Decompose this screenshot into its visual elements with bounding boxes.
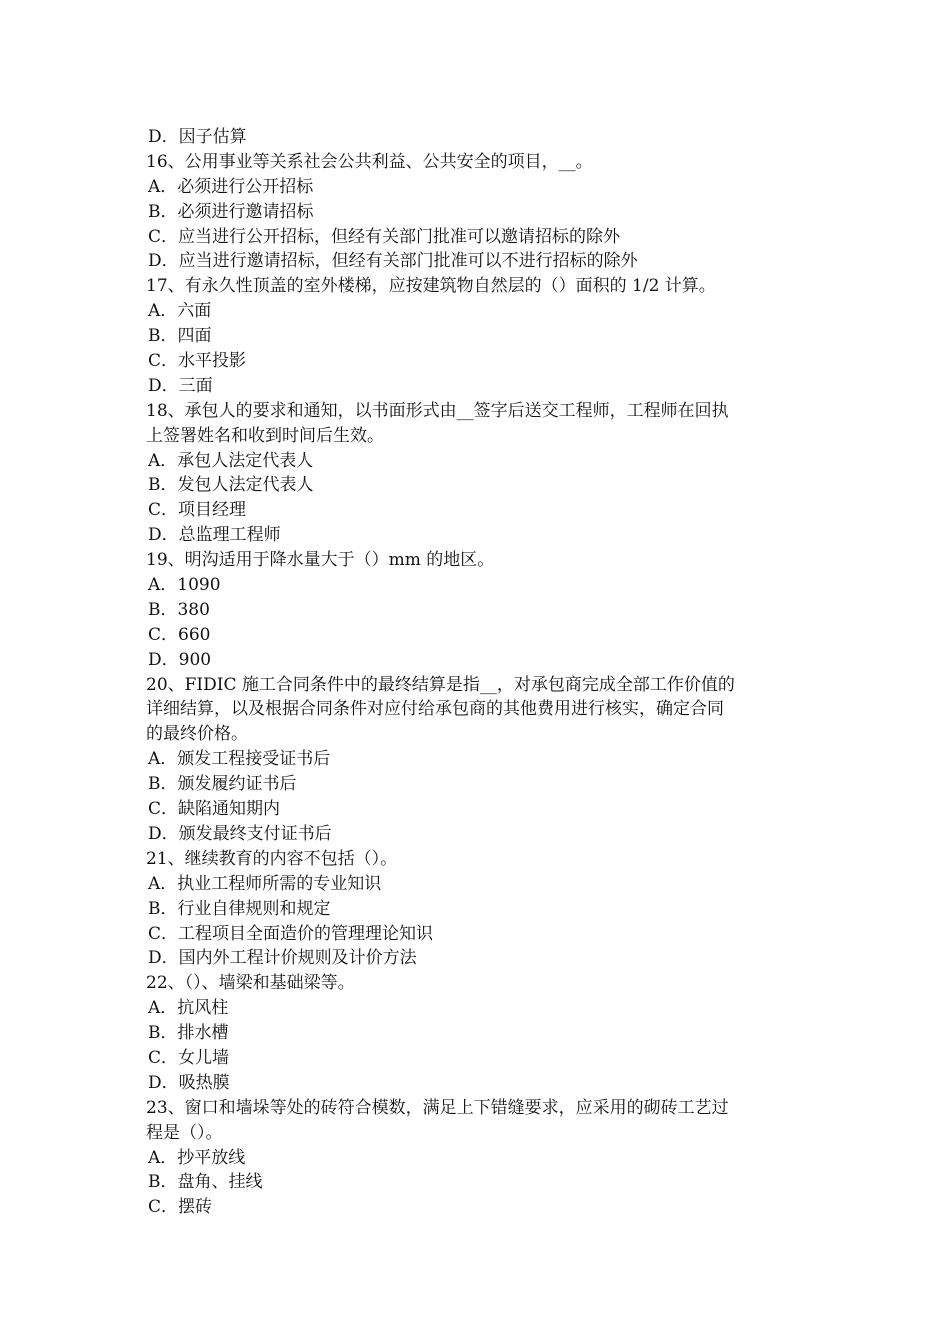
option-line: D．国内外工程计价规则及计价方法 bbox=[148, 948, 417, 969]
question-line: 上签署姓名和收到时间后生效。 bbox=[146, 425, 384, 446]
option-line: A．颁发工程接受证书后 bbox=[148, 749, 331, 770]
option-line: A．六面 bbox=[148, 301, 212, 322]
option-line: B．380 bbox=[148, 599, 210, 620]
option-line: C．660 bbox=[148, 624, 211, 645]
option-line: B．发包人法定代表人 bbox=[148, 475, 314, 496]
question-line: 程是（）。 bbox=[146, 1122, 223, 1143]
question-line: 16、公用事业等关系社会公共利益、公共安全的项目，__。 bbox=[146, 151, 593, 172]
question-line: 20、FIDIC 施工合同条件中的最终结算是指__，对承包商完成全部工作价值的 bbox=[146, 674, 735, 695]
option-line: D．900 bbox=[148, 649, 212, 670]
option-line: B．行业自律规则和规定 bbox=[148, 898, 331, 919]
option-line: C．应当进行公开招标，但经有关部门批准可以邀请招标的除外 bbox=[148, 226, 621, 247]
question-line: 22、（）、墙梁和基础梁等。 bbox=[146, 973, 355, 994]
option-line: B．盘角、挂线 bbox=[148, 1172, 263, 1193]
option-line: C．工程项目全面造价的管理理论知识 bbox=[148, 923, 434, 944]
document-text bbox=[146, 125, 810, 1220]
option-line: C．女儿墙 bbox=[148, 1047, 230, 1068]
option-line: D．颁发最终支付证书后 bbox=[148, 823, 332, 844]
option-line: A．执业工程师所需的专业知识 bbox=[148, 873, 382, 894]
option-line: A．抄平放线 bbox=[148, 1147, 246, 1168]
option-line: D．因子估算 bbox=[148, 127, 247, 147]
question-line: 23、窗口和墙垛等处的砖符合模数，满足上下错缝要求，应采用的砌砖工艺过 bbox=[146, 1097, 729, 1118]
option-line: D．吸热膜 bbox=[148, 1072, 230, 1093]
option-line: C．项目经理 bbox=[148, 500, 247, 521]
option-line: B．四面 bbox=[148, 326, 212, 347]
option-line: D．总监理工程师 bbox=[148, 525, 281, 546]
option-line: A．抗风柱 bbox=[148, 998, 229, 1019]
option-line: B．排水槽 bbox=[148, 1023, 229, 1044]
option-line: A．1090 bbox=[148, 575, 221, 596]
question-line: 17、有永久性顶盖的室外楼梯，应按建筑物自然层的（）面积的 1/2 计算。 bbox=[146, 276, 716, 297]
option-line: C．水平投影 bbox=[148, 351, 247, 372]
option-line: B．必须进行邀请招标 bbox=[148, 201, 314, 222]
option-line: C．摆砖 bbox=[148, 1197, 213, 1218]
option-line: C．缺陷通知期内 bbox=[148, 799, 281, 820]
option-line: B．颁发履约证书后 bbox=[148, 774, 297, 795]
question-line: 21、继续教育的内容不包括（）。 bbox=[146, 848, 398, 869]
question-line: 详细结算，以及根据合同条件对应付给承包商的其他费用进行核实，确定合同 bbox=[146, 699, 724, 720]
question-line: 的最终价格。 bbox=[146, 724, 248, 745]
option-line: D．应当进行邀请招标，但经有关部门批准可以不进行招标的除外 bbox=[148, 251, 638, 272]
option-line: A．承包人法定代表人 bbox=[148, 450, 314, 471]
question-line: 19、明沟适用于降水量大于（）mm 的地区。 bbox=[146, 550, 495, 571]
option-line: D．三面 bbox=[148, 375, 213, 396]
option-line: A．必须进行公开招标 bbox=[148, 176, 314, 197]
question-line: 18、承包人的要求和通知，以书面形式由__签字后送交工程师，工程师在回执 bbox=[146, 400, 729, 421]
